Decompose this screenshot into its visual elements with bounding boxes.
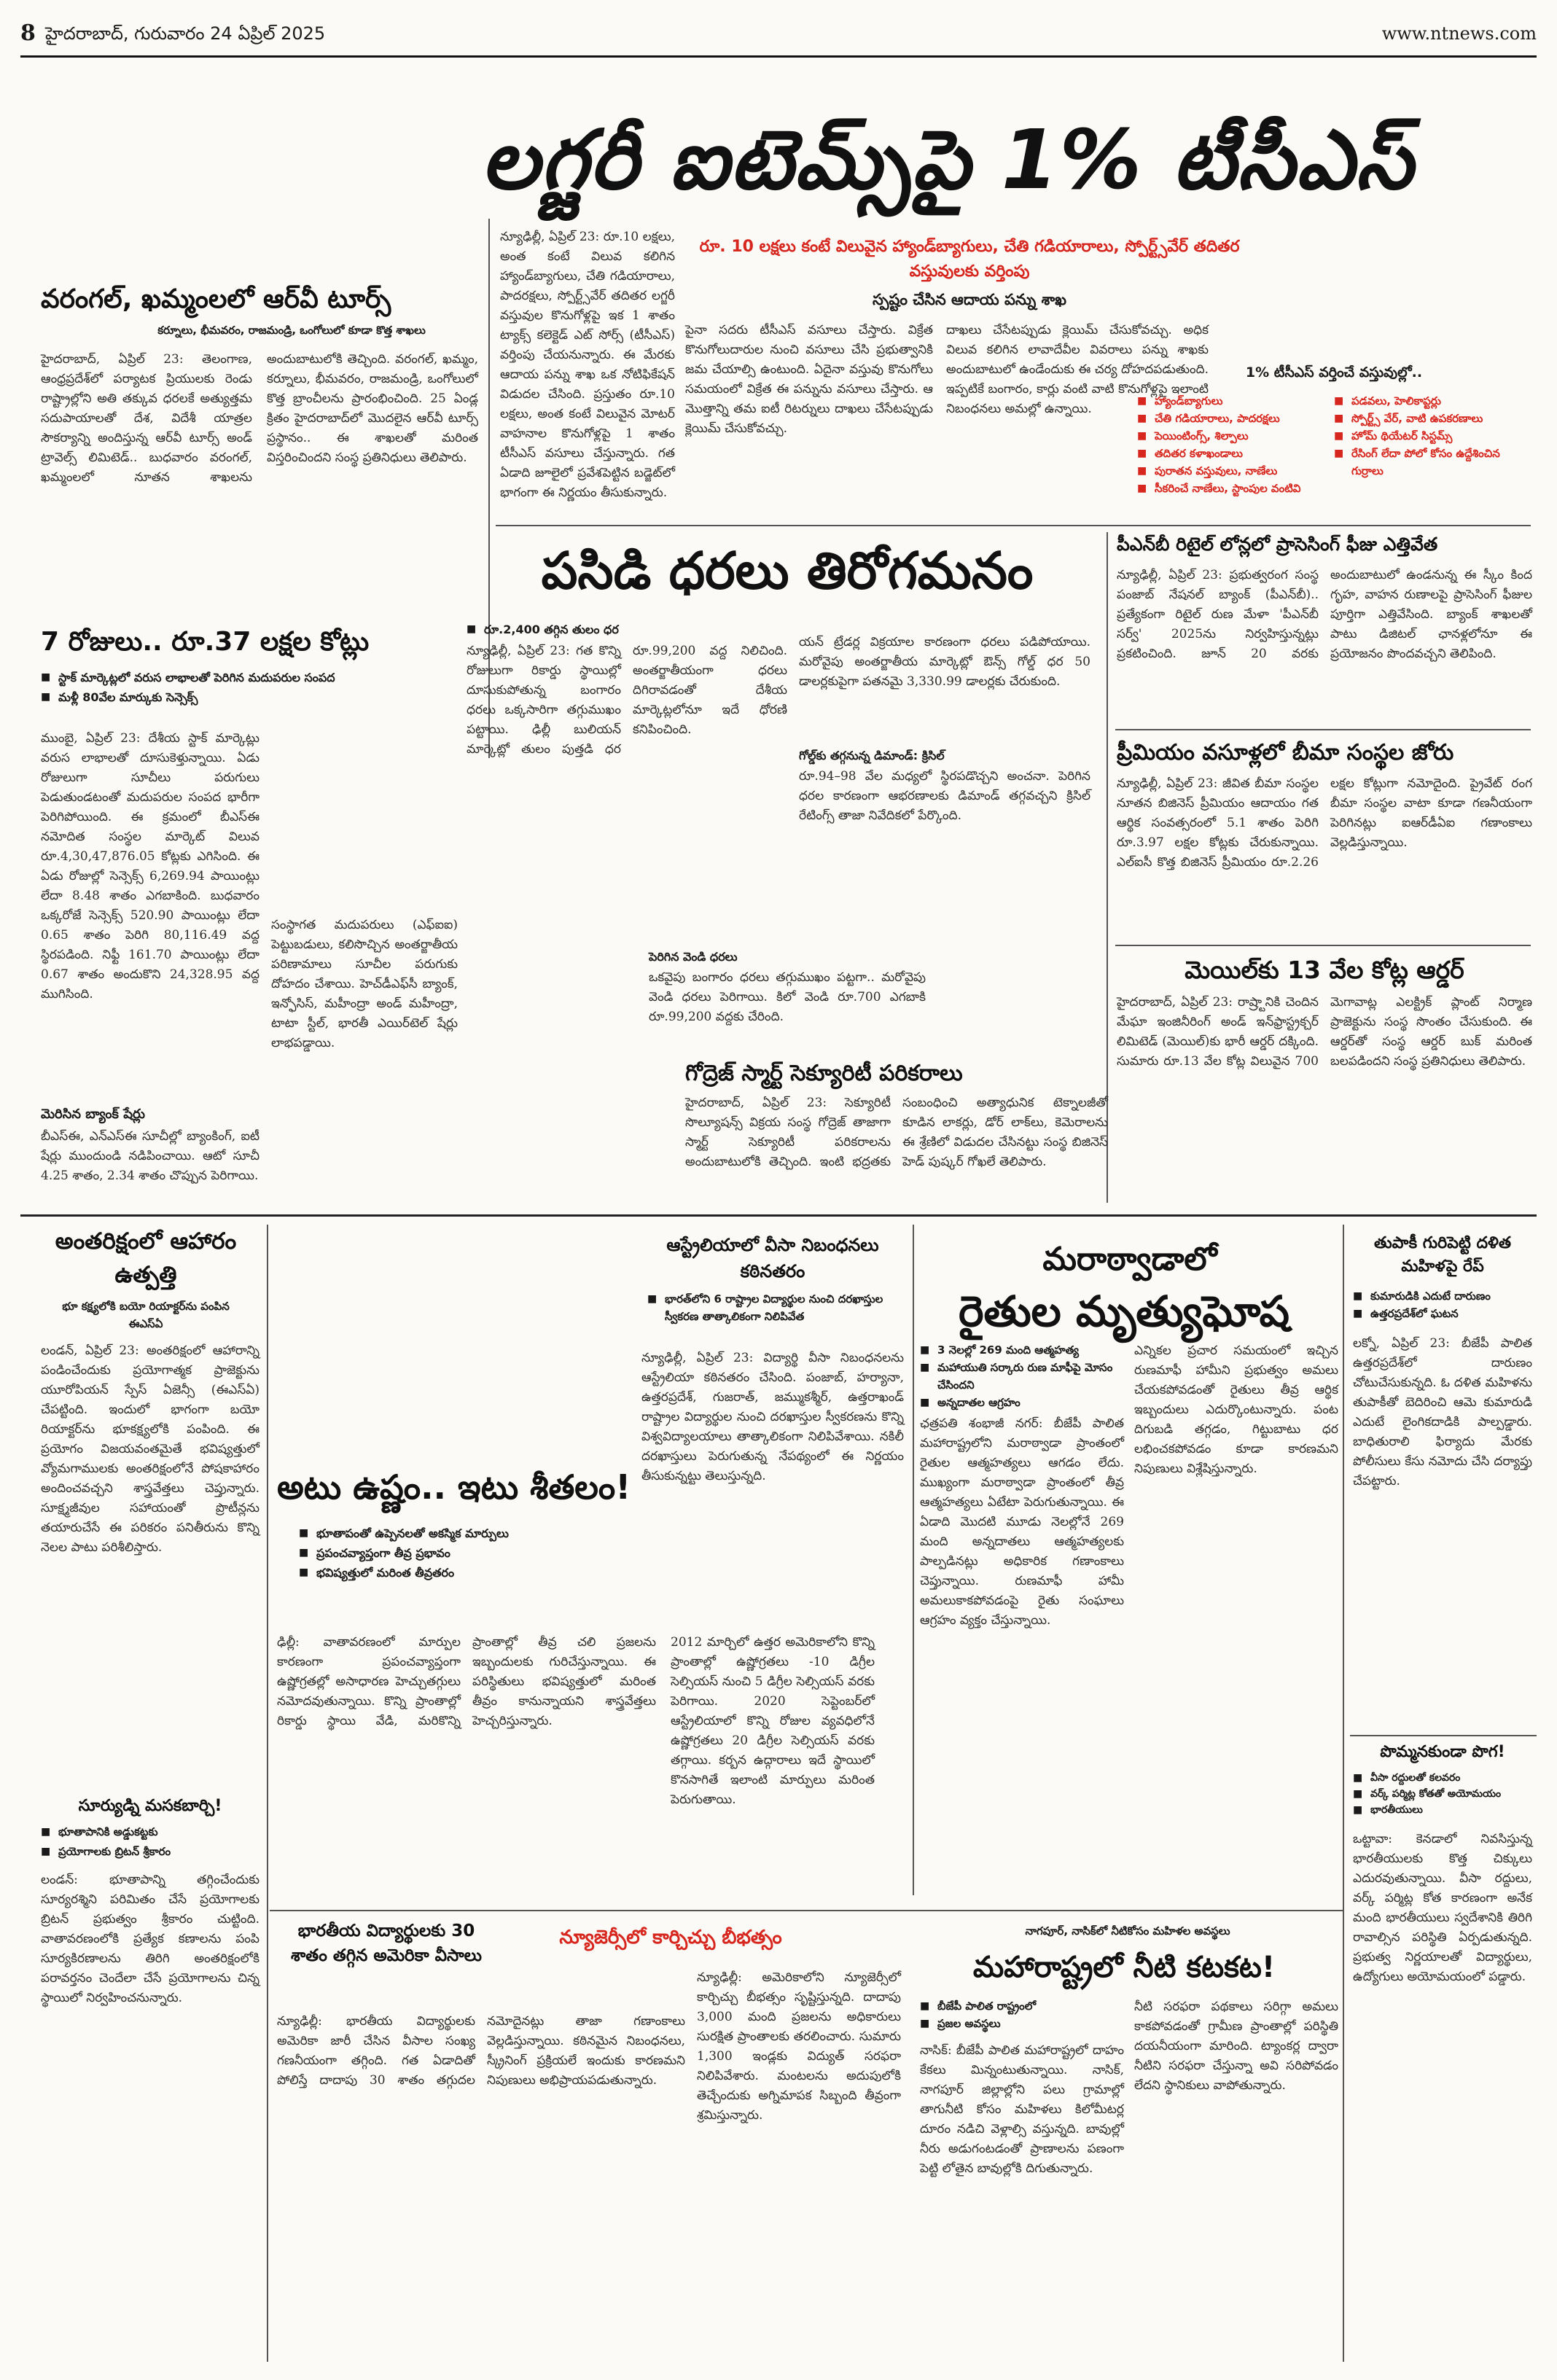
list-item: ■ ప్రపంచవ్యాప్తంగా తీవ్ర ప్రభావం — [299, 1543, 620, 1563]
australia-bullets — [647, 1290, 895, 1325]
list-item: ■ తదితర కళాఖండాలు — [1137, 445, 1327, 462]
gold-bullets — [467, 620, 787, 639]
list-item: ■ హోమ్‌ థియేటర్‌ సిస్టమ్స్‌ — [1334, 427, 1531, 445]
divider — [496, 525, 1531, 526]
insurance-body: న్యూఢిల్లీ, ఏప్రిల్‌ 23: జీవిత బీమా సంస్థల నూతన బిజినెస్‌ ప్రీమియం ఆదాయం గత ఆర్థిక సంవత్సరంలో 5.1 శాతం పెరిగి రూ.3.97 లక్షల కోట్లకు చేరుకున్నాయి. ఎల్‌ఐసీ కొత్త బిజినెస్‌ ప్రీమియం రూ.2.26 లక్షల కోట్లుగా నమోదైంది. ప్రైవేట్‌ రంగ బీమా సంస్థల వాటా కూడా గణనీయంగా పెరిగినట్లు ఐఆర్‌డీఏఐ గణాంకాలు వెల్లడిస్తున్నాయి. — [1117, 776, 1532, 870]
tcs-list-right — [1334, 392, 1531, 480]
markets-body2: సంస్థాగత మదుపరులు (ఎఫ్‌ఐఐ) పెట్టుబడులు, కలిసొచ్చిన అంతర్జాతీయ పరిణామాలు సూచీల పరుగుకు దోహదం చేశాయి. హెచ్‌డీఎఫ్‌సీ బ్యాంక్‌, ఇన్ఫోసిస్‌, మహీంద్రా అండ్‌ మహీంద్రా, టాటా స్టీల్‌, భారతీ ఎయిర్‌టెల్‌ షేర్లు లాభపడ్డాయి. — [271, 918, 458, 1050]
markets-subhead: మెరిసిన బ్యాంక్‌ షేర్లు — [41, 1107, 145, 1122]
lead-col3: దాఖలు చేసేటప్పుడు క్లెయిమ్‌ చేసుకోవచ్చు. అధిక విలువ కలిగిన లావాదేవీల వివరాలు పన్ను శాఖకు అందుబాటులో ఉండేందుకు ఈ చర్య దోహదపడుతుంది. ఇప్పటికే బంగారం, కార్లు వంటి వాటి కొనుగోళ్లపై ఇలాంటి నిబంధనలు అమల్లో ఉన్నాయి. — [946, 323, 1209, 416]
lead-byline: స్పష్టం చేసిన ఆదాయ పన్ను శాఖ — [873, 291, 1066, 308]
australia-body: న్యూఢిల్లీ, ఏప్రిల్‌ 23: విద్యార్థి వీసా నిబంధనలను ఆస్ట్రేలియా కఠినతరం చేసింది. పంజాబ్‌, హర్యానా, ఉత్తరప్రదేశ్‌, గుజరాత్‌, జమ్ముకశ్మీర్‌, ఉత్తరాఖండ్‌ రాష్ట్రాల విద్యార్థుల నుంచి దరఖాస్తుల స్వీకరణను కొన్ని విశ్వవిద్యాలయాలు తాత్కాలికంగా నిలిపివేశాయి. నకిలీ దరఖాస్తులు పెరుగుతున్న నేపథ్యంలో ఈ నిర్ణయం తీసుకున్నట్టు తెలుస్తున్నది. — [641, 1351, 904, 1483]
list-item: ■ మళ్లీ 80వేల మార్కుకు సెన్సెక్స్‌ — [41, 687, 478, 707]
sun-headline: సూర్యుడ్ని మసకబార్చి! — [78, 1797, 222, 1815]
space-headline: అంతరిక్షంలో ఆహారం ఉత్పత్తి — [55, 1228, 237, 1288]
list-item: ■ చేతి గడియారాలు, పాదరక్షలు — [1137, 410, 1327, 427]
list-item: ■ భారత్‌లోని 6 రాష్ట్రాల విద్యార్థుల నుంచి దరఖాస్తుల స్వీకరణ తాత్కాలికంగా నిలిపివేత — [647, 1290, 895, 1325]
list-item: ■ భారతీయులు — [1353, 1802, 1532, 1818]
marathwada-col2: ఎన్నికల ప్రచార సమయంలో ఇచ్చిన రుణమాఫీ హామీని ప్రభుత్వం అమలు చేయకపోవడంతో రైతులు తీవ్ర ఆర్థిక ఇబ్బందులు ఎదుర్కొంటున్నారు. పంట దిగుబడి తగ్గడం, గిట్టుబాటు ధర లభించకపోవడం కూడా కారణమని నిపుణులు విశ్లేషిస్తున్నారు. — [1134, 1343, 1338, 1476]
lead-headline: లగ్జరీ ఐటెమ్స్‌పై 1% టీసీఎస్‌ — [481, 113, 1415, 208]
dateline: హైదరాబాద్‌, గురువారం 24 ఏప్రిల్‌ 2025 — [45, 23, 326, 44]
list-item: ■ పెయింటింగ్స్‌, శిల్పాలు — [1137, 427, 1327, 445]
list-item: ■ అన్నదాతల ఆగ్రహం — [920, 1394, 1124, 1411]
divider — [270, 1910, 1343, 1911]
list-item: ■ స్టాక్‌ మార్కెట్లలో వరుస లాభాలతో పెరిగిన మదుపరుల సంపద — [41, 668, 478, 687]
mail-body: హైదరాబాద్‌, ఏప్రిల్‌ 23: రాష్ర్టానికి చెందిన మేఘా ఇంజినీరింగ్‌ అండ్‌ ఇన్‌ఫ్రాస్ట్రక్చర్‌ లిమిటెడ్‌ (మెయిల్‌)కు భారీ ఆర్డర్‌ దక్కింది. సుమారు రూ.13 వేల కోట్ల విలువైన 700 మెగావాట్ల ఎలక్ట్రిక్‌ ప్లాంట్‌ నిర్మాణ ప్రాజెక్టును సంస్థ సొంతం చేసుకుంది. ఈ ఆర్డర్‌తో సంస్థ ఆర్డర్‌ బుక్‌ మరింత బలపడిందని సంస్థ ప్రతినిధులు తెలిపారు. — [1117, 995, 1532, 1069]
tcs-box-title: 1% టీసీఎస్‌ వర్తించే వస్తువుల్లో.. — [1245, 364, 1423, 381]
list-item: ■ ప్రయోగాలకు బ్రిటన్‌ శ్రీకారం — [41, 1842, 260, 1862]
tcs-list-left — [1137, 392, 1327, 497]
list-item: ■ సీకరించే నాణేలు, స్టాంపుల వంటివి — [1137, 480, 1327, 497]
godrej-headline: గోద్రెజ్‌ స్మార్ట్‌ సెక్యూరిటీ పరికరాలు — [685, 1061, 963, 1086]
warangal-headline: వరంగల్‌, ఖమ్మంలలో ఆర్‌వీ టూర్స్‌ — [41, 284, 391, 314]
water-col2: నీటి సరఫరా పథకాలు సరిగ్గా అమలు కాకపోవడంతో గ్రామీణ ప్రాంతాల్లో పరిస్థితి దయనీయంగా మారింది. ట్యాంకర్ల ద్వారా నీటిని సరఫరా చేస్తున్నా అవి సరిపోవడం లేదని స్థానికులు వాపోతున్నారు. — [1134, 1999, 1338, 2093]
list-item: ■ ఉత్తరప్రదేశ్‌లో ఘటన — [1353, 1305, 1532, 1322]
markets-body-cont: బీఎస్‌ఈ, ఎన్‌ఎస్‌ఈ సూచీల్లో బ్యాంకింగ్‌, ఐటీ షేర్లు ముందుండి నడిపించాయి. ఆటో సూచీ 4.25 శాతం, 2.34 శాతం చొప్పున పెరిగాయి. — [41, 1129, 260, 1183]
markets-body: ముంబై, ఏప్రిల్‌ 23: దేశీయ స్టాక్‌ మార్కెట్లు వరుస లాభాలతో దూసుకెళ్తున్నాయి. ఏడు రోజులుగా సూచీలు పరుగులు పెడుతుండటంతో మదుపరుల సంపద భారీగా పెరిగిపోయింది. ఈ క్రమంలో బీఎస్‌ఈ నమోదిత సంస్థల మార్కెట్‌ విలువ రూ.4,30,47,876.05 కోట్లకు ఎగిసింది. ఈ ఏడు రోజుల్లో సెన్సెక్స్‌ 6,269.94 పాయింట్లు లేదా 8.48 శాతం ఎగబాకింది. బుధవారం ఒక్కరోజే సెన్సెక్స్‌ 520.90 పాయింట్లు లేదా 0.65 శాతం పెరిగి 80,116.49 వద్ద స్థిరపడింది. నిఫ్టీ 161.70 పాయింట్లు లేదా 0.67 శాతం అందుకొని 24,328.95 వద్ద ముగిసింది. — [41, 731, 260, 1002]
markets-headline: 7 రోజులు.. రూ.37 లక్షల కోట్లు — [41, 627, 370, 657]
divider — [1343, 1225, 1344, 2362]
pnb-headline: పీఎన్‌బీ రిటైల్‌ లోన్లలో ప్రాసెసింగ్‌ ఫీజు ఎత్తివేత — [1117, 534, 1438, 555]
gold-subhead-silver: పెరిగిన వెండి ధరలు — [649, 950, 738, 964]
markets-bullets — [41, 668, 478, 707]
masthead-rule — [20, 55, 1537, 58]
lead-kicker: రూ. 10 లక్షలు కంటే విలువైన హ్యాండ్‌బ్యాగులు, చేతి గడియారాలు, స్పోర్ట్స్‌వేర్‌ తదితర వస్తువులకు వర్తింపు — [699, 238, 1240, 281]
sun-bullets — [41, 1822, 260, 1862]
list-item: ■ స్పోర్ట్స్‌ వేర్‌, వాటి ఉపకరణాలు — [1334, 410, 1531, 427]
marathwada-kicker: మరాఠ్వాడాలో — [1042, 1241, 1217, 1278]
heat-bullets — [299, 1523, 620, 1583]
list-item: ■ ప్రజల అవస్థలు — [920, 2015, 1124, 2032]
list-item: ■ భవిష్యత్తులో మరింత తీవ్రతరం — [299, 1563, 620, 1583]
list-item: ■ భూతాపంతో ఉప్పెనలతో అకస్మిక మార్పులు — [299, 1523, 620, 1543]
smoke-headline: పొమ్మనకుండా పొగ! — [1380, 1743, 1505, 1761]
list-item: ■ మహాయుతి సర్కారు రుణ మాఫీపై మోసం చేసిందని — [920, 1359, 1124, 1394]
sun-body: లండన్‌: భూతాపాన్ని తగ్గించేందుకు సూర్యరశ్మిని పరిమితం చేసే ప్రయోగాలకు బ్రిటన్‌ ప్రభుత్వం శ్రీకారం చుట్టింది. వాతావరణంలోకి ప్రత్యేక కణాలను పంపి సూర్యకిరణాలను తిరిగి అంతరిక్షంలోకి పరావర్తనం చెందేలా చేసే ప్రయోగాలను చిన్న స్థాయిలో నిర్వహించనున్నారు. — [41, 1873, 260, 2005]
list-item: ■ పడవలు, హెలికాప్టర్లు — [1334, 392, 1531, 410]
nj-body: న్యూఢిల్లీ: అమెరికాలోని న్యూజెర్సీలో కార్చిచ్చు బీభత్సం సృష్టిస్తున్నది. దాదాపు 3,000 మంది ప్రజలను అధికారులు సురక్షిత ప్రాంతాలకు తరలించారు. సుమారు 1,300 ఇండ్లకు విద్యుత్‌ సరఫరా నిలిపివేశారు. మంటలను అదుపులోకి తెచ్చేందుకు అగ్నిమాపక సిబ్బంది తీవ్రంగా శ్రమిస్తున్నారు. — [697, 1970, 901, 2123]
list-item: ■ హ్యాండ్‌బ్యాగులు — [1137, 392, 1327, 410]
dalit-headline: తుపాకీ గురిపెట్టి దళిత మహిళపై రేప్‌ — [1374, 1234, 1511, 1276]
nj-banner: న్యూజెర్సీలో కార్చిచ్చు బీభత్సం — [559, 1927, 782, 1948]
divider — [913, 1225, 914, 1895]
smoke-body: ఒట్టావా: కెనడాలో నివసిస్తున్న భారతీయులకు కొత్త చిక్కులు ఎదురవుతున్నాయి. వీసా రద్దులు, వర్క్‌ పర్మిట్ల కోత కారణంగా అనేక మంది భారతీయులు స్వదేశానికి తిరిగి రావాల్సిన పరిస్థితి ఏర్పడుతున్నది. ప్రభుత్వ నిర్ణయాలతో విద్యార్థులు, ఉద్యోగులు అయోమయంలో పడ్డారు. — [1353, 1832, 1532, 1984]
gold-headline: పసిడి ధరలు తిరోగమనం — [541, 541, 1034, 601]
water-headline: మహారాష్ట్రలో నీటి కటకట! — [972, 1951, 1276, 1984]
godrej-body: హైదరాబాద్‌, ఏప్రిల్‌ 23: సెక్యూరిటీ సొల్యూషన్స్‌ విక్రయ సంస్థ గోద్రెజ్‌ తాజాగా స్మార్ట్‌ సెక్యూరిటీ పరికరాలను అందుబాటులోకి తెచ్చింది. ఇంటి భద్రతకు సంబంధించి అత్యాధునిక టెక్నాలజీతో కూడిన లాకర్లు, డోర్‌ లాక్‌లు, కెమెరాలను ఈ శ్రేణిలో విడుదల చేసినట్టు సంస్థ బిజినెస్‌ హెడ్‌ పుష్కర్‌ గోఖలే తెలిపారు. — [685, 1096, 1108, 1169]
gold-col3: రూ.94–98 వేల మధ్యలో స్థిరపడొచ్చని అంచనా. పెరిగిన ధరల కారణంగా ఆభరణాలకు డిమాండ్‌ తగ్గవచ్చని క్రిసిల్‌ రేటింగ్స్‌ తాజా నివేదికలో పేర్కొంది. — [799, 769, 1090, 823]
us-visa-headline: భారతీయ విద్యార్థులకు 30 శాతం తగ్గిన అమెరికా వీసాలు — [291, 1921, 482, 1965]
list-item: ■ రేసింగ్‌ లేదా పోలో కోసం ఉద్దేశించిన గుర్రాలు — [1334, 445, 1531, 480]
gold-col2: యన్‌ ట్రేడర్ల విక్రయాల కారణంగా ధరలు పడిపోయాయి. మరోవైపు అంతర్జాతీయ మార్కెట్లో ఔన్స్‌ గోల్డ్‌ ధర 50 డాలర్లకుపైగా పతనమై 3,330.99 డాలర్లకు చేరుకుంది. — [799, 635, 1090, 689]
website-link[interactable]: www.ntnews.com — [1381, 23, 1537, 44]
heat-body: ఢిల్లీ: వాతావరణంలో మార్పుల కారణంగా ప్రపంచవ్యాప్తంగా ఉష్ణోగ్రతల్లో అసాధారణ హెచ్చుతగ్గులు నమోదవుతున్నాయి. కొన్ని ప్రాంతాల్లో రికార్డు స్థాయి వేడి, మరికొన్ని ప్రాంతాల్లో తీవ్ర చలి ప్రజలను ఇబ్బందులకు గురిచేస్తున్నాయి. ఈ పరిస్థితులు భవిష్యత్తులో మరింత తీవ్రం కానున్నాయని శాస్త్రవేత్తలు హెచ్చరిస్తున్నారు. — [277, 1635, 656, 1728]
masthead — [20, 20, 1537, 50]
list-item: ■ 3 నెలల్లో 269 మంది ఆత్మహత్య — [920, 1341, 1124, 1359]
list-item: ■ వీసా రద్దులతో కలవరం — [1353, 1770, 1532, 1786]
list-item: ■ బీజేపీ పాలిత రాష్ట్రంలో — [920, 1997, 1124, 2015]
warangal-body: హైదరాబాద్‌, ఏప్రిల్‌ 23: తెలంగాణ, ఆంధ్రప్రదేశ్‌లో పర్యాటక ప్రియులకు రెండు రాష్ట్రాల్లోని అతి తక్కువ ధరలకే అత్యుత్తమ సదుపాయాలతో దేశ, విదేశీ యాత్రల సౌకర్యాన్ని అందిస్తున్న ఆర్‌వీ టూర్స్‌ అండ్‌ ట్రావెల్స్‌ లిమిటెడ్‌.. బుధవారం వరంగల్‌, ఖమ్మంలలో నూతన శాఖలను అందుబాటులోకి తెచ్చింది. వరంగల్‌, ఖమ్మం, కర్నూలు, భీమవరం, రాజమండ్రి, ఒంగోలులో కొత్త బ్రాంచీలను ప్రారంభించింది. 25 ఏండ్ల క్రితం హైదరాబాద్‌లో మొదలైన ఆర్‌వీ టూర్స్‌ ప్రస్థానం.. ఈ శాఖలతో మరింత విస్తరించిందని సంస్థ ప్రతినిధులు తెలిపారు. — [41, 352, 478, 485]
water-bullets — [920, 1997, 1124, 2032]
gold-body: న్యూఢిల్లీ, ఏప్రిల్‌ 23: గత కొన్ని రోజులుగా రికార్డు స్థాయిల్లో దూసుకుపోతున్న బంగారం ధరలు ఒక్కసారిగా తగ్గుముఖం పట్టాయి. ఢిల్లీ బులియన్‌ మార్కెట్లో తులం పుత్తడి ధర రూ.99,200 వద్ద నిలిచింది. అంతర్జాతీయంగా ధరలు దిగిరావడంతో దేశీయ మార్కెట్లలోనూ ఇదే ధోరణి కనిపించింది. — [467, 644, 787, 757]
water-body: నాసిక్‌: బీజేపీ పాలిత మహారాష్ట్రలో దాహం కేకలు మిన్నంటుతున్నాయి. నాసిక్‌, నాగపూర్‌ జిల్లాల్లోని పలు గ్రామాల్లో తాగునీటి కోసం మహిళలు కిలోమీటర్ల దూరం నడిచి వెళ్లాల్సి వస్తున్నది. బావుల్లో నీరు అడుగంటడంతో ప్రాణాలను పణంగా పెట్టి లోతైన బావుల్లోకి దిగుతున్నారు. — [920, 2043, 1124, 2176]
water-kicker: నాగపూర్‌, నాసిక్‌లో నీటికోసం మహిళల అవస్థలు — [1025, 1924, 1230, 1938]
space-body: లండన్‌, ఏప్రిల్‌ 23: అంతరిక్షంలో ఆహారాన్ని పండించేందుకు ప్రయోగాత్మక ప్రాజెక్టును యూరోపియన్‌ స్పేస్‌ ఏజెన్సీ (ఈఎస్‌ఏ) చేపట్టింది. ఇందులో భాగంగా బయో రియాక్టర్‌ను భూకక్ష్యలోకి పంపింది. ఈ ప్రయోగం విజయవంతమైతే భవిష్యత్తులో వ్యోమగాములకు అంతరిక్షంలోనే పోషకాహారం అందించవచ్చని శాస్త్రవేత్తలు చెప్తున్నారు. సూక్ష్మజీవుల సహాయంతో ప్రొటీన్లను తయారుచేసే ఈ పరికరం పనితీరును కొన్ని నెలల పాటు పరిశీలిస్తారు. — [41, 1343, 260, 1555]
divider — [267, 1225, 268, 2362]
australia-headline: ఆస్ట్రేలియాలో వీసా నిబంధనలు కఠినతరం — [666, 1235, 879, 1281]
marathwada-headline: రైతుల మృత్యుఘోష — [959, 1287, 1289, 1336]
warangal-subhead: కర్నూలు, భీమవరం, రాజమండ్రి, ఒంగోలులో కూడా కొత్త శాఖలు — [157, 324, 426, 337]
divider — [1350, 1735, 1537, 1736]
pnb-body: న్యూఢిల్లీ, ఏప్రిల్‌ 23: ప్రభుత్వరంగ సంస్థ పంజాబ్‌ నేషనల్‌ బ్యాంక్‌ (పీఎన్‌బీ).. ప్రత్యేకంగా రిటైల్‌ రుణ మేళా 'పీఎన్‌బీ సర్వ్‌' 2025ను నిర్వహిస్తున్నట్లు ప్రకటించింది. జూన్‌ 20 వరకు అందుబాటులో ఉండనున్న ఈ స్కీం కింద గృహ, వాహన రుణాలపై ప్రాసెసింగ్‌ ఫీజుల పూర్తిగా ఎత్తివేసింది. బ్యాంక్‌ శాఖలతో పాటు డిజిటల్‌ ఛానళ్లలోనూ ఈ ప్రయోజనం పొందవచ్చని తెలిపింది. — [1117, 568, 1532, 661]
heat-headline: అటు ఉష్ణం.. ఇటు శీతలం! — [277, 1467, 631, 1507]
marathwada-bullets — [920, 1341, 1124, 1411]
gold-col4: ఒకవైపు బంగారం ధరలు తగ్గుముఖం పట్టగా.. మరోవైపు వెండి ధరలు పెరిగాయి. కిలో వెండి రూ.700 ఎగబాకి రూ.99,200 వద్దకు చేరింది. — [649, 970, 926, 1024]
list-item: ■ కుమారుడికి ఎదుటే దారుణం — [1353, 1287, 1532, 1305]
dalit-bullets — [1353, 1287, 1532, 1322]
mail-headline: మెయిల్‌కు 13 వేల కోట్ల ఆర్డర్‌ — [1185, 956, 1464, 984]
page-number: 8 — [20, 20, 36, 46]
list-item: ■ వర్క్‌ పర్మిట్ల కోతతో అయోమయం — [1353, 1786, 1532, 1802]
gold-subhead: గోల్డ్‌కు తగ్గనున్న డిమాండ్‌: క్రిసిల్‌ — [799, 749, 945, 762]
list-item: ■ పురాతన వస్తువులు, నాణేలు — [1137, 462, 1327, 480]
insurance-headline: ప్రీమియం వసూళ్లలో బీమా సంస్థల జోరు — [1117, 740, 1454, 765]
divider — [1115, 729, 1531, 730]
marathwada-body: ఛత్రపతి శంభాజీ నగర్‌: బీజేపీ పాలిత మహారాష్ట్రలోని మరాఠ్వాడా ప్రాంతంలో రైతుల ఆత్మహత్యలు ఆగడం లేదు. ముఖ్యంగా మరాఠ్వాడా ప్రాంతంలో తీవ్ర ఆత్మహత్యలు ఏటేటా పెరుగుతున్నాయి. ఈ ఏడాది మొదటి మూడు నెలల్లోనే 269 మంది అన్నదాతలు ఆత్మహత్యలకు పాల్పడినట్లు అధికారిక గణాంకాలు చెప్తున్నాయి. రుణమాఫీ హామీ అమలుకాకపోవడంపై రైతు సంఘాలు ఆగ్రహం వ్యక్తం చేస్తున్నాయి. — [920, 1416, 1124, 1628]
lead-col1: న్యూఢిల్లీ, ఏప్రిల్‌ 23: రూ.10 లక్షలు, అంత కంటే విలువ కలిగిన హ్యాండ్‌బ్యాగులు, చేతి గడియారాలు, పాదరక్షలు, స్పోర్ట్స్‌వేర్‌ తదితర లగ్జరీ వస్తువుల కొనుగోళ్లపై ఇక 1 శాతం ట్యాక్స్‌ కలెక్టెడ్‌ ఎట్‌ సోర్స్‌ (టీసీఎస్‌) వర్తింపు చేయనున్నారు. ఈ మేరకు ఆదాయ పన్ను శాఖ ఒక నోటిఫికేషన్‌ విడుదల చేసింది. ప్రస్తుతం రూ.10 లక్షలు, అంత కంటే విలువైన మోటర్‌ వాహనాల కొనుగోళ్లపై 1 శాతం టీసీఎస్‌ వసూలు చేస్తున్నారు. గత ఏడాది జూలైలో ప్రవేశపెట్టిన బడ్జెట్‌లో భాగంగా ఈ నిర్ణయం తీసుకున్నారు. — [500, 230, 675, 500]
divider — [1115, 945, 1531, 946]
dalit-body: లక్నో, ఏప్రిల్‌ 23: బీజేపీ పాలిత ఉత్తరప్రదేశ్‌లో దారుణం చోటుచేసుకున్నది. ఓ దళిత మహిళను తుపాకీతో బెదిరించి ఆమె కుమారుడి ఎదుటే లైంగికదాడికి పాల్పడ్డారు. బాధితురాలి ఫిర్యాదు మేరకు పోలీసులు కేసు నమోదు చేసి దర్యాప్తు చేపట్టారు. — [1353, 1336, 1532, 1489]
us-visa-body: న్యూఢిల్లీ: భారతీయ విద్యార్థులకు అమెరికా జారీ చేసిన వీసాల సంఖ్య గణనీయంగా తగ్గింది. గత ఏడాదితో పోలిస్తే దాదాపు 30 శాతం తగ్గుదల నమోదైనట్లు తాజా గణాంకాలు వెల్లడిస్తున్నాయి. కఠినమైన నిబంధనలు, స్క్రీనింగ్‌ ప్రక్రియలే ఇందుకు కారణమని నిపుణులు అభిప్రాయపడుతున్నారు. — [277, 2014, 685, 2088]
tcs-items-box — [1137, 363, 1531, 516]
list-item: ■ రూ.2,400 తగ్గిన తులం ధర — [467, 620, 787, 639]
space-subhead: భూ కక్ష్యలోకి బయో రియాక్టర్‌ను పంపిన ఈఎస్‌ఏ — [62, 1300, 230, 1330]
heat-col2: 2012 మార్చిలో ఉత్తర అమెరికాలోని కొన్ని ప్రాంతాల్లో ఉష్ణోగ్రతలు -10 డిగ్రీల సెల్సియస్‌ నుంచి 5 డిగ్రీల సెల్సియస్‌ వరకు పెరిగాయి. 2020 సెప్టెంబర్‌లో ఆస్ట్రేలియాలో కొన్ని రోజుల వ్యవధిలోనే ఉష్ణోగ్రతలు 20 డిగ్రీల సెల్సియస్‌ వరకు తగ్గాయి. కర్బన ఉద్గారాలు ఇదే స్థాయిలో కొనసాగితే ఇలాంటి మార్పులు మరింత పెరుగుతాయి. — [671, 1635, 875, 1807]
divider — [20, 1214, 1537, 1217]
lead-col2: పైనా సదరు టీసీఎస్‌ వసూలు చేస్తారు. విక్రేత కొనుగోలుదారుల నుంచి వసూలు చేసి ప్రభుత్వానికి జమ చేయాల్సి ఉంటుంది. ఏదైనా వస్తువు కొనుగోలు సమయంలో విక్రేత ఈ పన్నును వసూలు చేస్తారు. ఆ మొత్తాన్ని తమ ఐటీ రిటర్నులు దాఖలు చేసేటప్పుడు క్లెయిమ్‌ చేసుకోవచ్చు. — [685, 323, 933, 436]
list-item: ■ భూతాపానికి అడ్డుకట్టకు — [41, 1822, 260, 1842]
smoke-bullets — [1353, 1770, 1532, 1818]
